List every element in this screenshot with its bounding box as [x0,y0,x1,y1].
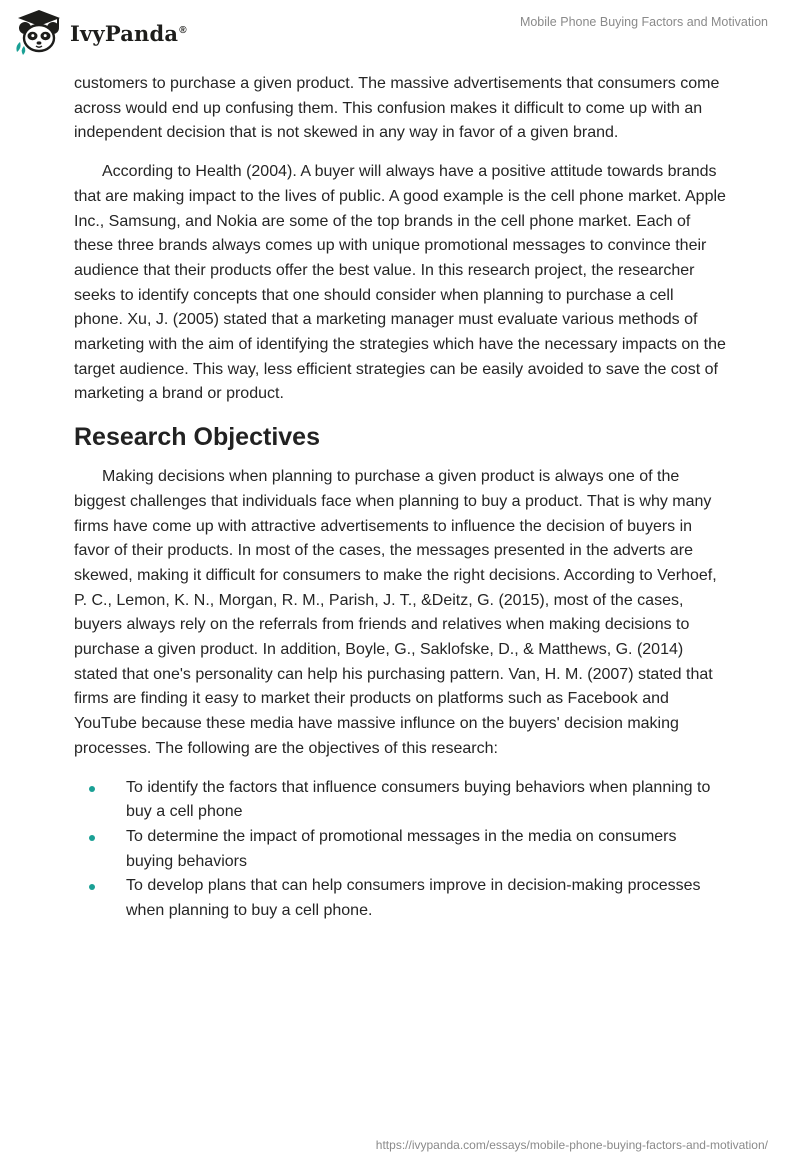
list-item [126,776,726,825]
objective-text: To develop plans that can help consumers improve in decision-making processes when planning to buy a cell phone. [126,877,701,920]
essay-content [74,72,726,924]
document-title: Mobile Phone Buying Factors and Motivation [519,15,768,29]
footer-url-link[interactable]: https://ivypanda.com/essays/mobile-phone-buying-factors-and-motivation/ [375,1138,768,1152]
bullet-icon [89,835,95,841]
ivypanda-logo[interactable] [14,8,187,56]
list-item [126,874,726,923]
logo-wordmark [70,21,187,46]
paragraph-objectives-intro: Making decisions when planning to purchase a given product is always one of the biggest challenges that individuals face when planning to buy a product. That is why many firms have come up with attractive advertisements to influence the decision of buyers in favor of their products. In most of the cases, the messages presented in the adverts are skewed, making it difficult for consumers to make the right decisions. According to Verhoef, P. C., Lemon, K. N., Morgan, R. M., Parish, J. T., &Deitz, G. (2015), most of the cases, buyers always rely on the referrals from friends and relatives when making decisions to purchase a given product. In addition, Boyle, G., Saklofske, D., & Matthews, G. (2014) stated that one's personality can help his purchasing pattern. Van, H. M. (2007) stated that firms are finding it easy to market their products on platforms such as Facebook and YouTube because these media have massive influnce on the buyers' decision making processes. The following are the objectives of this research: [74,468,717,757]
panda-logo-icon [14,8,64,56]
paragraph-health: According to Health (2004). A buyer will always have a positive attitude towards brands that are making impact to the lives of public. A good example is the cell phone market. Apple Inc., Samsung, and Nokia are some of the top brands in the cell phone market. Each of these three brands always comes up with unique promotional messages to convince their audience that their products offer the best value. In this research project, the researcher seeks to identify concepts that one should consider when planning to purchase a cell phone. Xu, J. (2005) stated that a marketing manager must evaluate various methods of marketing with the aim of identifying the strategies which have the necessary impacts on the target audience. This way, less efficient strategies can be easily avoided to save the cost of marketing a brand or product. [74,163,726,403]
logo-text: IvyPanda [70,20,179,46]
bullet-icon [89,884,95,890]
page-header [0,0,800,66]
objectives-list [74,776,726,924]
list-item [126,825,726,874]
objective-text: To determine the impact of promotional messages in the media on consumers buying behaviors [126,827,677,870]
bullet-icon [89,786,95,792]
paragraph-continued: customers to purchase a given product. The massive advertisements that consumers come across would end up confusing them. This confusion makes it difficult to come up with an independent decision that is not skewed in any way in favor of a given brand. [74,75,720,142]
registered-mark: ® [179,24,187,36]
section-heading-research-objectives: Research Objectives [74,423,320,452]
objective-text: To identify the factors that influence consumers buying behaviors when planning to buy a cell phone [126,778,711,821]
